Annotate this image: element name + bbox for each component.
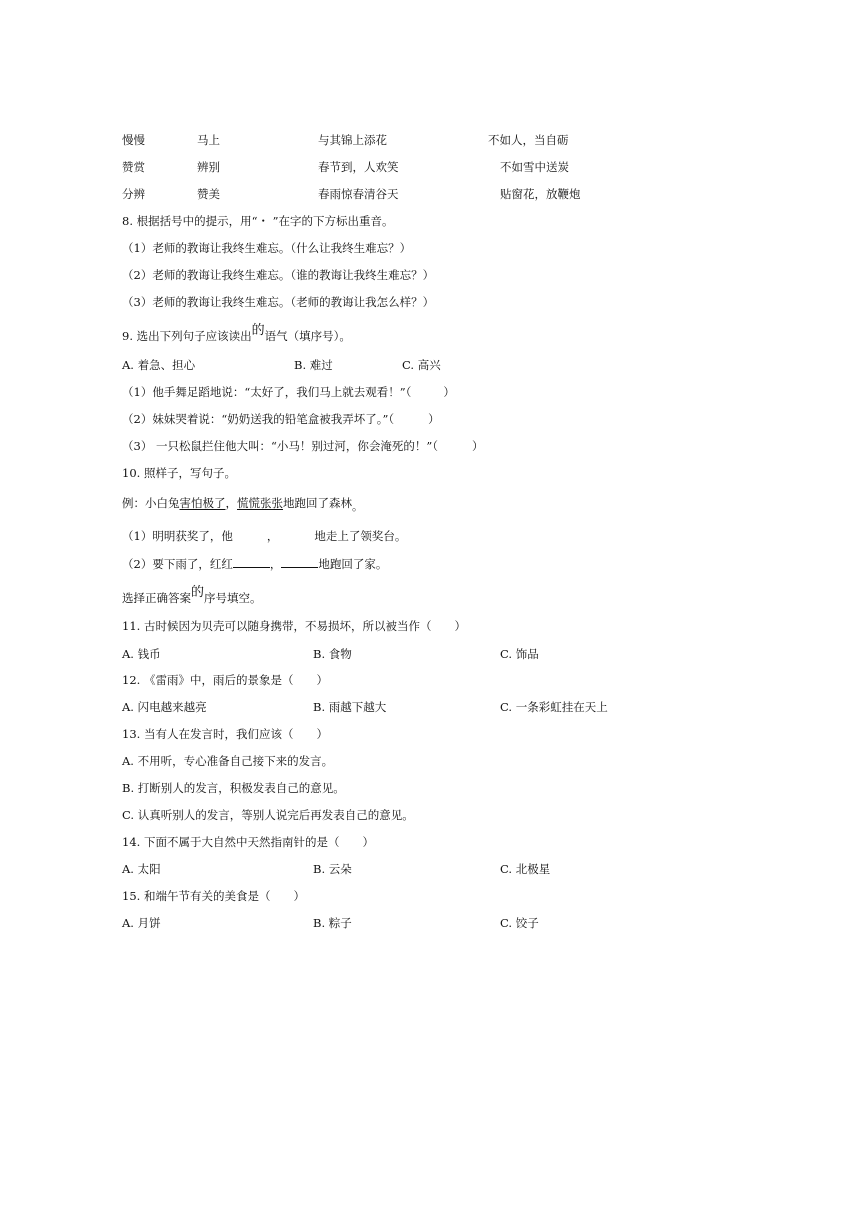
q10-item-2 [122, 556, 387, 571]
q9-title [122, 323, 351, 344]
q9-item-2-text: （2）妹妹哭着说：“奶奶送我的铅笔盒被我弄坏了。”（ [122, 412, 395, 426]
q10-item-2-a: （2）要下雨了，红红 [122, 557, 233, 571]
q8-item-1: （1）老师的教诲让我终生难忘。（什么让我终生难忘？） [122, 241, 412, 255]
q9-item-3-close: ） [471, 439, 484, 453]
q10-title: 10. 照样子，写句子。 [122, 466, 236, 480]
q12-question: 12. 《雷雨》中，雨后的景象是（ ） [122, 673, 328, 687]
q11-option-a[interactable]: A. 钱币 [122, 647, 161, 661]
q15-option-a[interactable]: A. 月饼 [122, 916, 161, 930]
q10-example [122, 496, 363, 511]
match-left-1a: 慢慢 [122, 133, 145, 147]
q8-item-2: （2）老师的教诲让我终生难忘。（谁的教诲让我终生难忘？） [122, 268, 435, 282]
q9-option-b: B. 难过 [294, 358, 333, 372]
q10-item-2-c: 地跑回了家。 [318, 557, 388, 571]
q12-option-c[interactable]: C. 一条彩虹挂在天上 [500, 700, 608, 714]
q9-item-3-text: （3） 一只松鼠拦住他大叫：“小马！别过河，你会淹死的！”（ [122, 439, 438, 453]
q9-option-a: A. 着急、担心 [122, 358, 196, 372]
match-left-3b: 赞美 [197, 187, 220, 201]
q10-item-1-b: ， [266, 529, 279, 543]
match-right-3b: 贴窗花，放鞭炮 [500, 187, 581, 201]
section-heading [122, 585, 262, 606]
section-heading-sup: 的 [191, 585, 205, 600]
section-heading-post: 序号填空。 [204, 591, 262, 605]
match-right-2a: 春节到，人欢笑 [318, 160, 399, 174]
match-left-2a: 赞赏 [122, 160, 145, 174]
q10-item-2-blank-2[interactable] [281, 556, 318, 568]
q12-option-b[interactable]: B. 雨越下越大 [313, 700, 387, 714]
q9-option-c: C. 高兴 [402, 358, 441, 372]
q10-item-1-a: （1）明明获奖了，他 [122, 529, 233, 543]
q9-title-sup: 的 [251, 323, 265, 338]
q10-item-2-blank-1[interactable] [233, 556, 270, 568]
q8-title: 8. 根据括号中的提示，用“・ ”在字的下方标出重音。 [122, 214, 394, 228]
q10-item-1-c: 地走上了领奖台。 [314, 529, 407, 543]
q10-example-post: 地跑回了森林 [283, 496, 352, 510]
q9-item-1 [122, 385, 455, 399]
q10-item-2-b: ， [269, 557, 282, 571]
q14-option-a[interactable]: A. 太阳 [122, 862, 161, 876]
match-left-2b: 辨别 [197, 160, 220, 174]
q9-item-2 [122, 412, 440, 426]
q11-option-b[interactable]: B. 食物 [313, 647, 352, 661]
q12-option-a[interactable]: A. 闪电越来越亮 [122, 700, 207, 714]
q13-option-c[interactable]: C. 认真听别人的发言，等别人说完后再发表自己的意见。 [122, 808, 414, 822]
section-heading-pre: 选择正确答案 [122, 591, 191, 605]
q15-option-c[interactable]: C. 饺子 [500, 916, 539, 930]
q10-example-mid: ， [225, 496, 237, 510]
q14-option-c[interactable]: C. 北极星 [500, 862, 551, 876]
q9-title-pre: 9. 选出下列句子应该读出 [122, 329, 252, 343]
q8-item-3: （3）老师的教诲让我终生难忘。（老师的教诲让我怎么样？） [122, 295, 435, 309]
q14-option-b[interactable]: B. 云朵 [313, 862, 352, 876]
q13-option-b[interactable]: B. 打断别人的发言，积极发表自己的意见。 [122, 781, 345, 795]
match-left-3a: 分辨 [122, 187, 145, 201]
match-left-1b: 马上 [197, 133, 220, 147]
match-right-1b: 不如人，当自砺 [488, 133, 569, 147]
q9-item-1-close: ） [443, 385, 455, 399]
q10-example-pre: 例：小白兔 [122, 496, 180, 510]
q9-title-post: 语气（填序号）。 [264, 329, 351, 343]
q9-item-2-close: ） [428, 412, 440, 426]
q15-option-b[interactable]: B. 粽子 [313, 916, 352, 930]
q15-question: 15. 和端午节有关的美食是（ ） [122, 889, 305, 903]
q10-example-tail: 。 [352, 500, 363, 513]
q13-question: 13. 当有人在发言时，我们应该（ ） [122, 727, 328, 741]
q10-example-underline-2: 慌慌张张 [237, 496, 283, 510]
q9-item-1-text: （1）他手舞足蹈地说：“太好了，我们马上就去观看！”（ [122, 385, 412, 399]
q10-example-underline-1: 害怕极了 [179, 496, 226, 510]
q13-option-a[interactable]: A. 不用听，专心准备自己接下来的发言。 [122, 754, 334, 768]
q9-item-3 [122, 439, 483, 453]
match-right-1a: 与其锦上添花 [318, 133, 387, 147]
q14-question: 14. 下面不属于大自然中天然指南针的是（ ） [122, 835, 374, 849]
match-right-2b: 不如雪中送炭 [500, 160, 569, 174]
q11-question: 11. 古时候因为贝壳可以随身携带，不易损坏，所以被当作（ ） [122, 619, 466, 633]
match-right-3a: 春雨惊春清谷天 [318, 187, 399, 201]
q10-item-1 [122, 529, 406, 543]
q11-option-c[interactable]: C. 饰品 [500, 647, 539, 661]
